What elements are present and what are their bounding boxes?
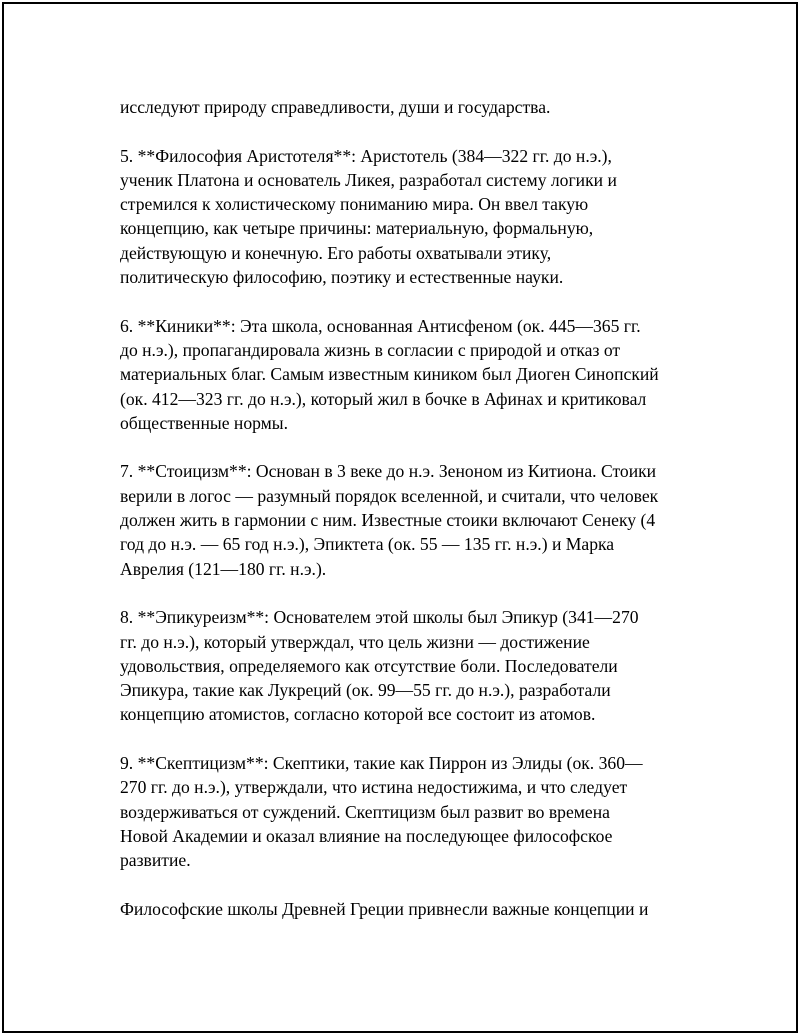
text-line: (ок. 412—323 гг. до н.э.), который жил в бочке в Афинах и критиковал	[120, 388, 647, 409]
text-line: действующую и конечную. Его работы охватывали этику,	[120, 242, 552, 263]
document-body	[120, 95, 700, 945]
paragraph-epicureanism	[120, 605, 700, 726]
paragraph-skepticism	[120, 751, 700, 872]
text-line: общественные нормы.	[120, 412, 289, 433]
text-line: политическую философию, поэтику и естественные науки.	[120, 267, 564, 288]
text-line: материальных благ. Самым известным киником был Диоген Синопский	[120, 364, 659, 385]
paragraph-intro-continuation	[120, 95, 700, 119]
text-line: Аврелия (121—180 гг. н.э.).	[120, 558, 327, 579]
text-line: гг. до н.э.), который утверждал, что цель жизни — достижение	[120, 631, 590, 652]
paragraph-conclusion-start	[120, 897, 700, 921]
paragraph-aristotle	[120, 144, 700, 290]
text-line: ученик Платона и основатель Ликея, разработал систему логики и	[120, 169, 617, 190]
text-line: Философские школы Древней Греции привнесли важные концепции и	[120, 898, 649, 919]
text-line: 7. **Стоицизм**: Основан в 3 веке до н.э. Зеноном из Китиона. Стоики	[120, 461, 657, 482]
text-line: 270 гг. до н.э.), утверждали, что истина недостижима, и что следует	[120, 777, 628, 798]
text-line: Новой Академии и оказал влияние на последующее философское	[120, 825, 613, 846]
text-line: Эпикура, такие как Лукреций (ок. 99—55 гг. до н.э.), разработали	[120, 680, 611, 701]
text-line: концепцию атомистов, согласно которой все состоит из атомов.	[120, 704, 596, 725]
paragraph-stoicism	[120, 459, 700, 580]
text-line: развитие.	[120, 850, 191, 871]
text-line: концепцию, как четыре причины: материальную, формальную,	[120, 218, 594, 239]
text-line: стремился к холистическому пониманию мира. Он ввел такую	[120, 194, 589, 215]
text-line: воздерживаться от суждений. Скептицизм был развит во времена	[120, 801, 610, 822]
text-line: год до н.э. — 65 год н.э.), Эпиктета (ок. 55 — 135 гг. н.э.) и Марка	[120, 534, 615, 555]
text-line: 5. **Философия Аристотеля**: Аристотель (384—322 гг. до н.э.),	[120, 145, 612, 166]
text-line: 9. **Скептицизм**: Скептики, такие как Пиррон из Элиды (ок. 360—	[120, 753, 643, 774]
text-line: верили в логос — разумный порядок вселенной, и считали, что человек	[120, 485, 659, 506]
text-line: удовольствия, определяемого как отсутствие боли. Последователи	[120, 655, 618, 676]
text-line: до н.э.), пропагандировала жизнь в согласии с природой и отказ от	[120, 339, 621, 360]
text-line: 6. **Киники**: Эта школа, основанная Антисфеном (ок. 445—365 гг.	[120, 315, 641, 336]
page-frame	[2, 2, 798, 1033]
paragraph-cynics	[120, 314, 700, 435]
text-line: исследуют природу справедливости, души и государства.	[120, 97, 551, 117]
text-line: 8. **Эпикуреизм**: Основателем этой школы был Эпикур (341—270	[120, 607, 639, 628]
text-line: должен жить в гармонии с ним. Известные стоики включают Сенеку (4	[120, 510, 656, 531]
